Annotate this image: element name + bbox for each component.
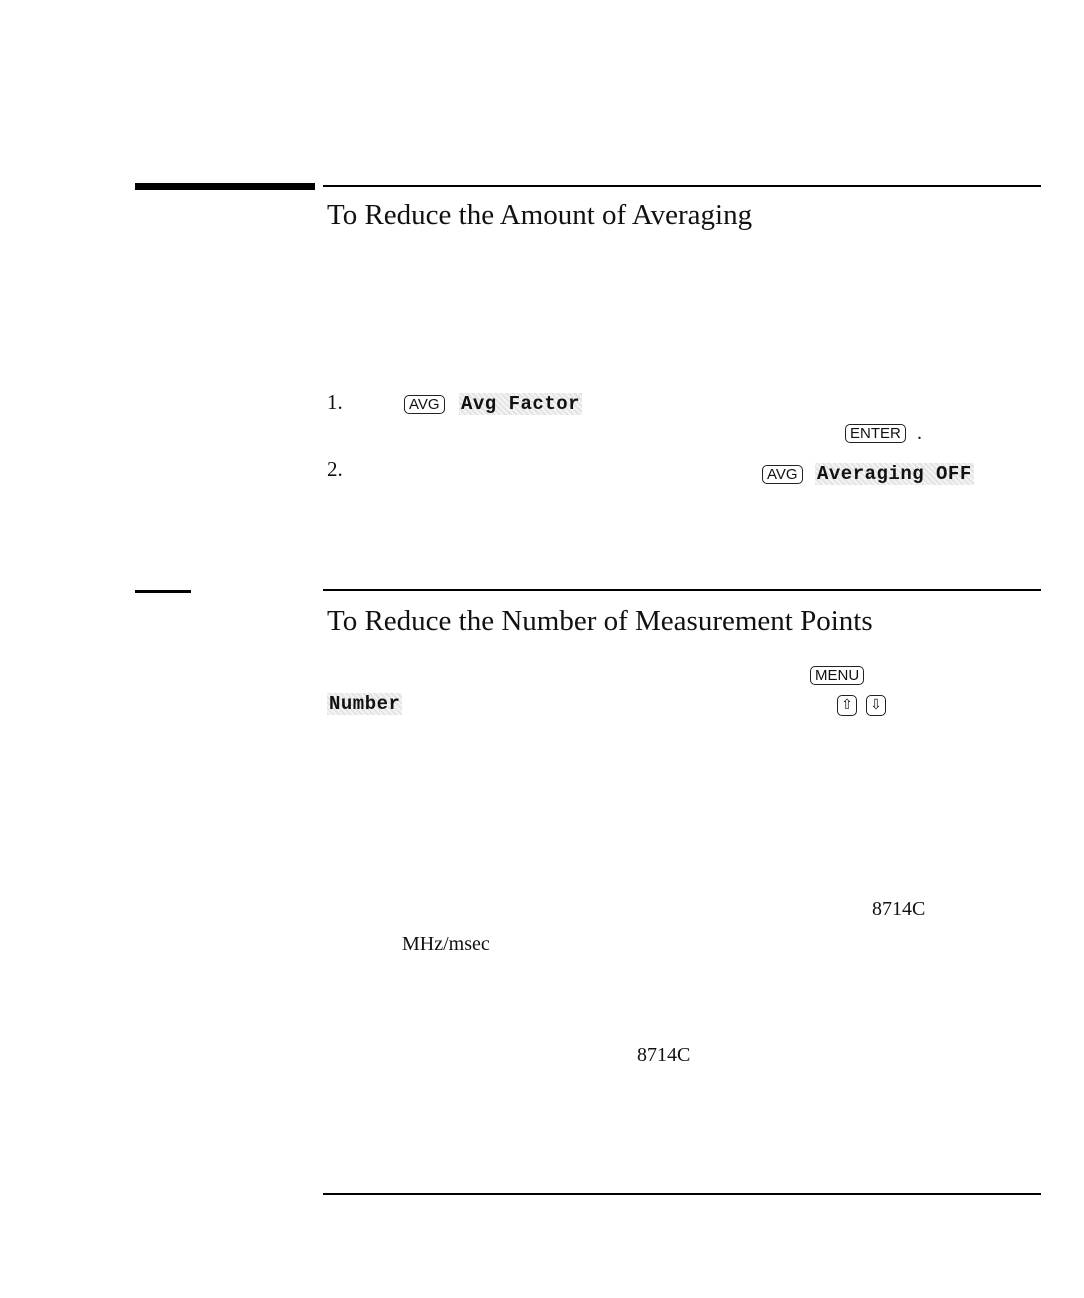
enter-key[interactable]: ENTER	[845, 424, 906, 443]
model-number-text: 8714C	[637, 1044, 691, 1066]
step-1-number: 1.	[327, 390, 343, 414]
avg-key[interactable]: AVG	[762, 465, 803, 484]
step-2-number: 2.	[327, 457, 343, 481]
enter-period: .	[917, 422, 922, 444]
section-1-title: To Reduce the Amount of Averaging	[327, 199, 753, 231]
sweep-rate-unit-text: MHz/msec	[402, 933, 490, 955]
avg-factor-softkey[interactable]: Avg Factor	[461, 393, 581, 415]
averaging-off-softkey[interactable]: Averaging OFF	[817, 463, 972, 485]
number-softkey[interactable]: Number	[329, 693, 401, 715]
up-arrow-key[interactable]: ⇧	[837, 695, 857, 716]
section-1-left-bar	[135, 183, 315, 190]
down-arrow-key[interactable]: ⇩	[866, 695, 886, 716]
page-bottom-rule	[323, 1193, 1041, 1195]
menu-key[interactable]: MENU	[810, 666, 864, 685]
section-2-divider	[323, 589, 1041, 591]
section-2-left-bar	[135, 590, 191, 593]
model-number-text: 8714C	[872, 898, 926, 920]
avg-key[interactable]: AVG	[404, 395, 445, 414]
section-2-title: To Reduce the Number of Measurement Points	[327, 605, 873, 637]
section-1-divider	[323, 185, 1041, 187]
